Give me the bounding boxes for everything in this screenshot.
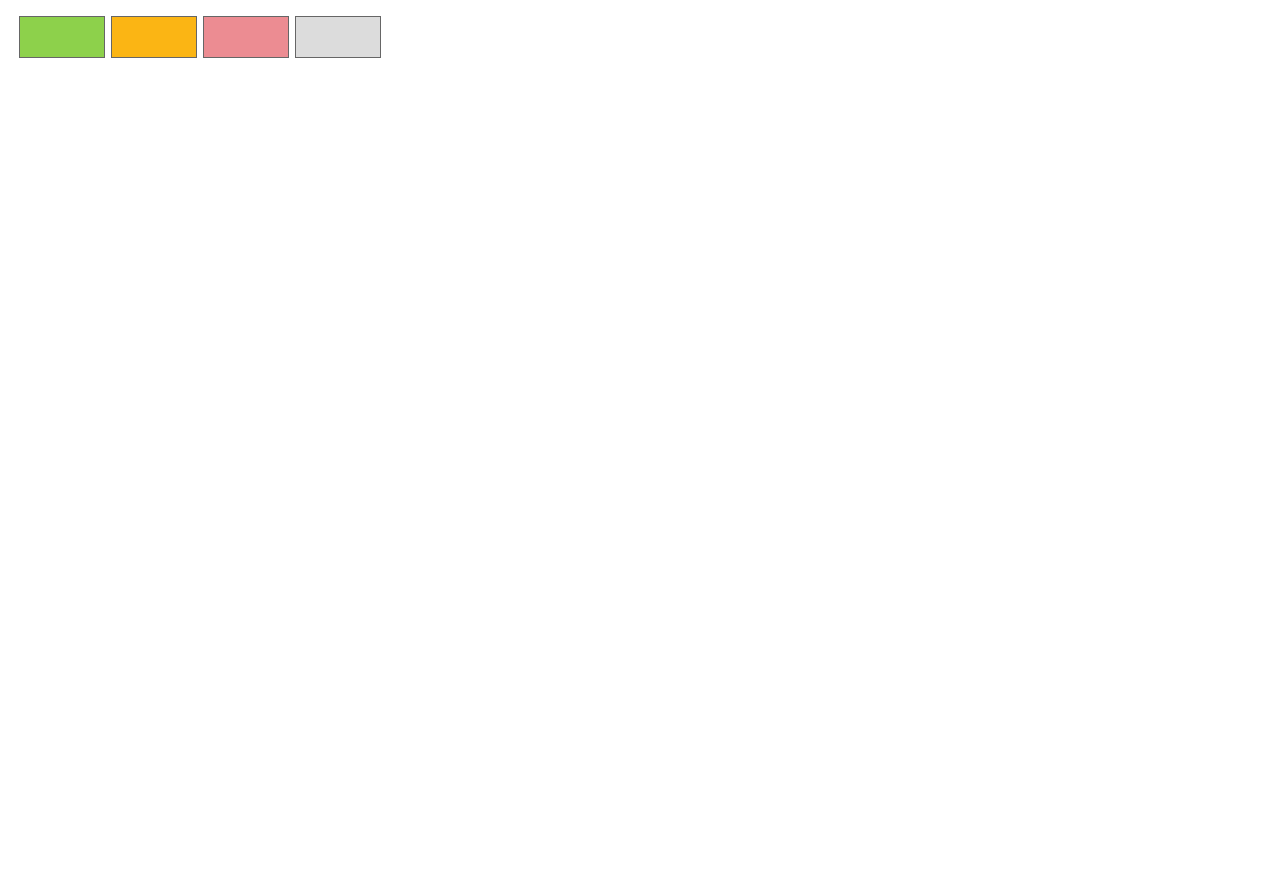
legend-green [19, 16, 105, 58]
legend-red [203, 16, 289, 58]
legend-amber [111, 16, 197, 58]
legend-grey [295, 16, 381, 58]
column-headers [0, 56, 1261, 68]
threshold-legend [19, 16, 381, 58]
operating-picture-table [6, 70, 1253, 806]
